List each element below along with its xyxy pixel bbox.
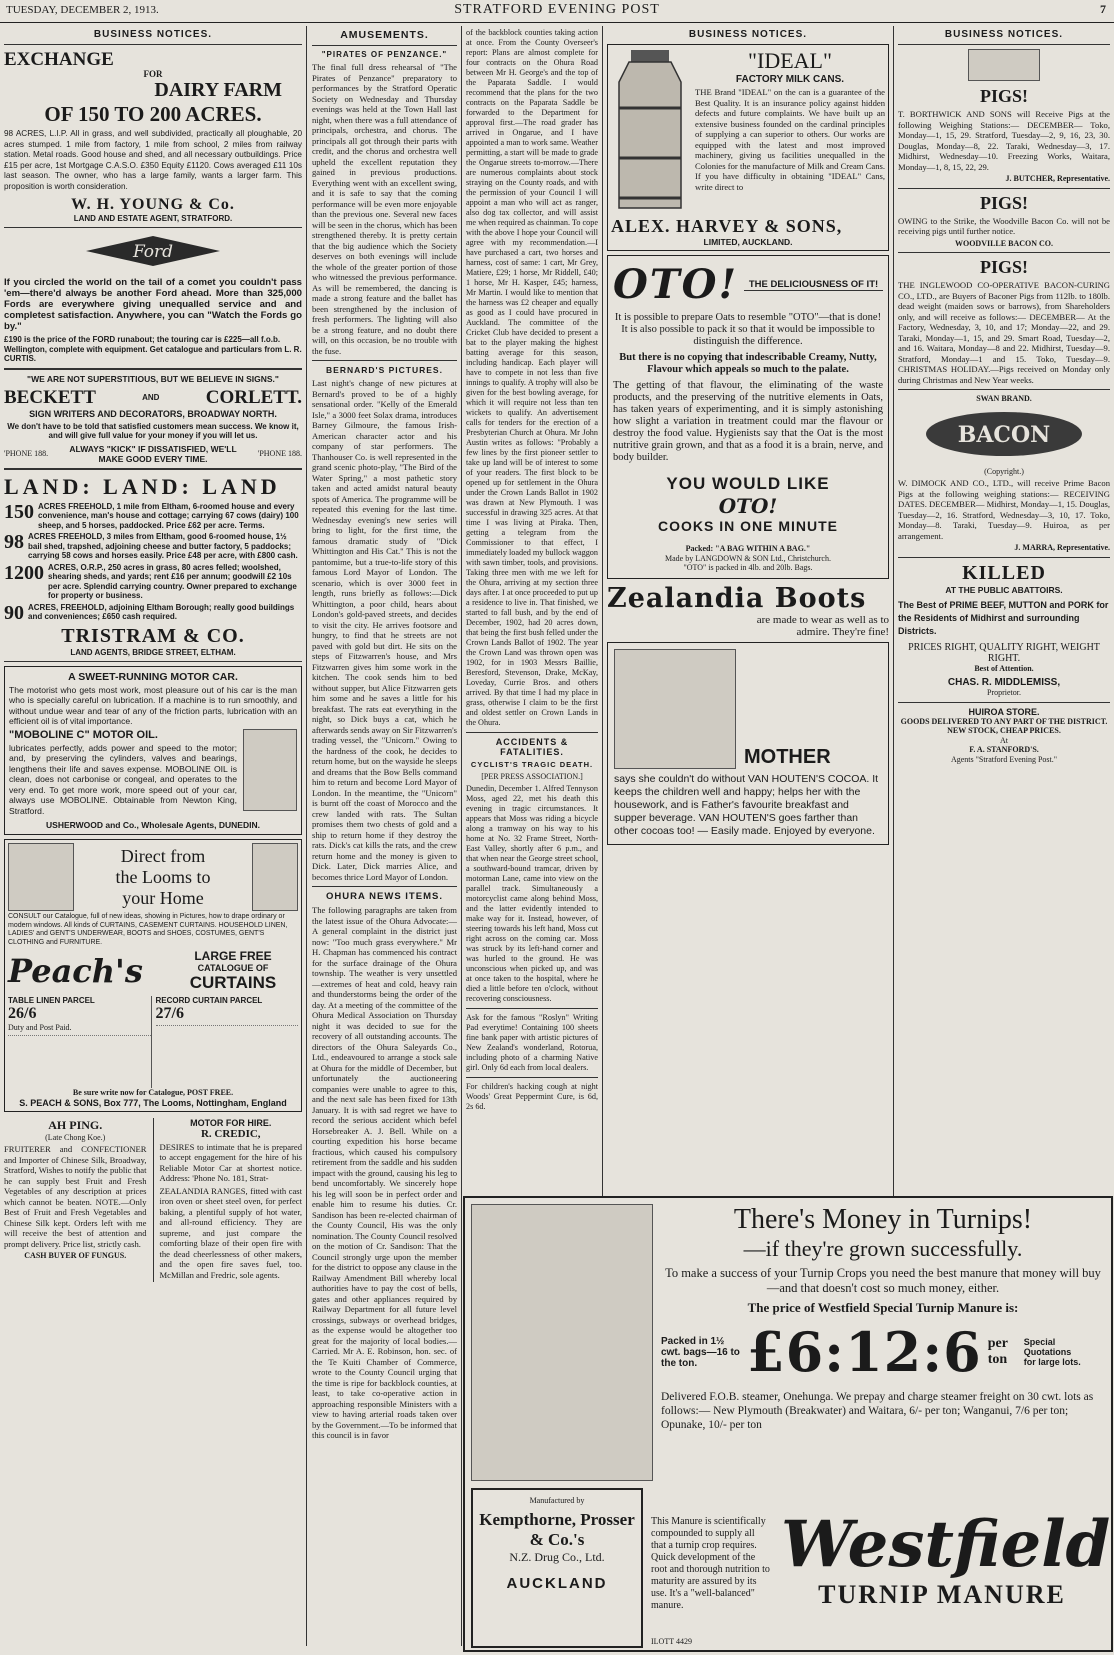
- land-listing-acres: 90: [4, 601, 24, 624]
- moboline-ad: A SWEET-RUNNING MOTOR CAR. The motorist who gets most work, most pleasure out of his car is the man who is specially careful on lubrication. If a machine is to run smoothly, and without undue wear and tear of any of the friction parts, lubrication with an efficient oil is of vital importance. "MOBOLINE C" MOTOR OIL. lubricates perfectly, adds power and speed to the motor; and, by preserving the cylinders, valves and bearings, lengthens their life and saves expense. MOBOLINE OIL is clean, does not carbonise or congeal, and operates to the very end. To get more work, more speed out of your car, always use MOBOLINE. Obtainable from Newton King, Stratford. USHERWOOD and Co., Wholesale Agents, DUNEDIN.: [4, 666, 302, 836]
- svg-text:BACON: BACON: [957, 421, 1051, 448]
- beckett-corlett-ad: "WE ARE NOT SUPERSTITIOUS, BUT WE BELIEVE IN SIGNS." BECKETT AND CORLETT. SIGN WRITERS AND DECORATORS, BROADWAY NORTH. We don't have to be told that satisfied customers mean success. We know it, and will give full value for your money if you will let us. 'PHONE 188. ALWAYS "KICK" IF DISSATISFIED, WE'LL MAKE GOOD EVERY TIME. 'PHONE 188.: [4, 373, 302, 464]
- farmers-with-turnip-illustration: [471, 1204, 653, 1481]
- acres-title: OF 150 TO 200 ACRES.: [44, 102, 262, 126]
- column-2: AMUSEMENTS. "PIRATES OF PENZANCE." The final full dress rehearsal of "The Pirates of Penzance" preparatory to performances by the Stratford Operatic Society on Wednesday and Thursday evenings was held at the Town Hall last night, when there was a full attendance of principals, orchestra, and chorus. The principals all got through their parts with credit, and the chorus and orchestra well upheld the excellent reputation they gained in previous productions. Everything went with an excellent swing, and it is safe to say that the coming performance will be even more enjoyable than the previous one. Several new faces will be seen in the chorus, which has been strengthened thereby. It is pretty certain that the big audience which the Society deserves on both evenings will include the whole of the greater portion of those who witnessed the previous performance. As will be remembered, the dancing is made a strong feature and the ballet has been strengthened by the inclusion of fresh performers. The lighting will also be a strong feature, and no doubt there will, on this occasion, be no trouble with the fuse. BERNARD'S PICTURES. Last night's change of new pictures at Bernard's proved to be of a highly sensational order. "Kelly of the Emerald Isle," a 3000 feet Solax drama, introduces Barney Gilmoure, the famous Irish-American character actor and his company of star performers. The Thanhouser Co. is well represented in the grand scenic photo-play, "The Bird of the Water Spring," a most pathetic story taken and acted amidst natural beauty spots of America. The programme will be repeated this evening for the last time. Wednesday evening's new series will bring to light, for the first time, the famous dramatic study of "Dick Whittington and His Cat." This is not the pantomime, but a true-to-life story of this famous Lord Mayor of London. The scenario, which is over 3000 feet in length, runs briefly as follows:—Dick Whittington, a poor child, hears about London's gold-paved streets, and decides to visit the city. He arrives footsore and hungry, to find that he streets are not paved with gold but dirt. He sits on the steps of Fitzwarren's house, and Mrs Fitzwarren gives him some work in the kitchen. The cook sends him to bed without supper, but Alice Fitzwarren gets him some and he saves a little for his breakfast. The rats eat everything in the night, so Dick buys a cat, which he afterwards sends away on Sir Fitzwarren's trading vessel, the "Unicorn." Owing to the hardness of the cook, he decides to return home, but on the wayside he sleeps and dreams that the Bow Bells command him to return and become Lord Mayor of London. In the meantime, the "Unicorn" is burnt off the coast of Morocco and the crew landed with rats. The Sultan promises them two chests of gold and a ship to return home if they destroy the rats. Dick's cat kills the rats, and the crew return home and the money is given to Dick. Later, Dick marries Alice, and becomes thrice Lord Mayor of London. OHURA NEWS ITEMS. The following paragraphs are taken from the latest issue of the Ohura Advocate:— A general complaint in the district just now: "Too much grass everywhere." Mr H. Chapman has commenced his contract for the surface drainage of the Ohura township. The weather is very unsettled—extremes of heat and cold, heavy rain and thunderstorms being the order of the day. At a meeting of the committee of the Ohura Medical Association on Thursday night it was decided to sue for the recovery of all outstanding accounts. The directors of the Ohura Saleyards Co., Ltd., endeavoured to arrange a stock sale at Ohura for the middle of December, but unfortunately the auctioneering companies were unable to agree to this, and the next sale has been fixed for 13th January. It is with sad regret we have to record the serious accident which befel Horsebreaker A. J. Bell. While on a courting expedition his horse became fractious, which caused his compulsory retirement from the saddle and his sudden impact with the ground, causing his leg to bend uncomfortably. We sincerely hope his leg will soon be in perfect order and enable him to resume his duties. Cr. Sandison has been re-elected chairman of the County Council, His was the only nomination. The County Council resolved on the motion of Cr. Sandison: That the Council strongly urge upon the member for the district to oppose any clause in the Railway Amendment Bill whereby local authorities have to pay the cost of bells, gates and other appliances required by Railway Department for all future level crossings, subways or overhead bridges, as the expense would be altogether too great for the majority of local bodies.—Carried. Mr A. E. Robinson, hon. sec. of the Te Kuiti Chamber of Commerce, wrote to the County Council urging that the time is ripe for backblock counties, at least, to take co-operative action in approaching responsible Ministers with a view to having arterial roads taken over by the Government.—To be informed that this council is in favor: [312, 29, 457, 1440]
- borthwick-pigs-ad: PIGS! T. BORTHWICK AND SONS will Receive Pigs at the following Weighing Stations:— DECEMBER— Toko, Monday—1, 15, 29. Stratford, Tuesday—2, 9, 16, 23, 30. Douglas, Monday—8, 22. Taraki, Wednesday—3, 17. Midhirst, Wednesday—10. Freezing Works, Waitara, Monday—1, 8, 15, 22, 29. J. BUTCHER, Representative.: [898, 49, 1110, 184]
- house-illustration: [8, 843, 74, 911]
- bernard-article: Last night's change of new pictures at Bernard's proved to be of a highly sensational order. "Kelly of the Emerald Isle," a 3000 feet Solax drama, introduces Barney Gilmoure, the famous Irish-American character actor and his company of star performers. The Thanhouser Co. is well represented in the grand scenic photo-play, "The Bird of the Water Spring," a most pathetic story taken and acted amidst natural beauty spots of America. The programme will be repeated this evening for the last time. Wednesday evening's new series will bring to light, for the first time, the famous dramatic study of "Dick Whittington and His Cat." This is not the pantomime, but a true-to-life story of this famous Lord Mayor of London. The scenario, which is over 3000 feet in length, runs briefly as follows:—Dick Whittington, a poor child, hears about London's gold-paved streets, and decides to visit the city. He arrives footsore and hungry, to find that he streets are not paved with gold but dirt. He sits on the steps of Fitzwarren's house, and Mrs Fitzwarren gives him some work in the kitchen. The cook sends him to bed without supper, but Alice Fitzwarren gets him some and he saves a little for his breakfast. The rats eat everything in the night, so Dick buys a cat, which he afterwards sends away on Sir Fitzwarren's trading vessel, the "Unicorn." Owing to the hardness of the cook, he decides to return home, but on the wayside he sleeps and dreams that the Bow Bells command him to return and become Lord Mayor of London. In the meantime, the "Unicorn" is burnt off the coast of Morocco and the crew landed with rats. The Sultan promises them two chests of gold and a ship to return home if they destroy the rats. Dick's cat kills the rats, and the crew return home and the money is given to Dick. Later, Dick marries Alice, and becomes thrice Lord Mayor of London.: [312, 378, 457, 882]
- abattoirs-ad: KILLED AT THE PUBLIC ABATTOIRS. The Best of PRIME BEEF, MUTTON and PORK for the Residents of Midhirst and surrounding Districts. PRICES RIGHT, QUALITY RIGHT, WEIGHT RIGHT. Best of Attention. CHAS. R. MIDDLEMISS, Proprietor.: [898, 561, 1109, 697]
- land-listing-acres: 98: [4, 531, 24, 553]
- land-listing-acres: 150: [4, 500, 34, 523]
- amusements-heading: AMUSEMENTS.: [340, 29, 429, 41]
- land-listing: [4, 502, 302, 531]
- westfield-turnip-ad: There's Money in Turnips! —if they're grown successfully. To make a success of your Turnip Crops you need the best manure that money will buy—and that doesn't cost so much money, either. The price of Westfield Special Turnip Manure is: Packed in 1½ cwt. bags—16 to the ton. £6:12:6 per ton Special Quotations for large lots. Delivered F.O.B. steamer, Onehunga. We prepay and charge steamer freight on 30 cwt. lots as follows:— New Plymouth (Breakwater) and Waitara, 6/- per ton; Wanganui, 7/6 per ton; Opunake, 10/- per ton Manufactured by Kempthorne, Prosser & Co.'s N.Z. Drug Co., Ltd. AUCKLAND This Manure is scientifically compounded to supply all that a turnip crop requires. Quick development of the root and thorough nutrition to maturity are assured by its use. It's a "well-balanced" manure. Westfield TURNIP MANURE ILOTT 4429: [463, 1196, 1113, 1652]
- motor-hire-ad: MOTOR FOR HIRE. R. CREDIC, DESIRES to intimate that he is prepared to accept engagement for the hire of his Reliable Motor Car at shortest notice. Address: 'Phone No. 181, Strat- ZEALANDIA RANGES, fitted with cast iron oven or sheet steel oven, for perfect baking, a plentiful supply of hot water, and all-round efficiency. They are supreme, and just compare the comforting blaze of their open fire with the dead cheerlessness of other makers, and the open fire saves fuel, too. McMillan and Fredric, sole agents.: [159, 1117, 302, 1280]
- ideal-milk-cans-ad: "IDEAL" FACTORY MILK CANS. THE Brand "IDEAL" on the can is a guarantee of the Best Quality. It is an insurance policy against hidden defects and future complaints. We have built up an extensive business founded on the cardinal principles of supplying a can superior to others. Our works are equipped with the latest and most improved machinery, giving us facilities unequalled in the Colonies for the manufacture of Milk and Cream Cans. If you have difficulty in obtaining "IDEAL" Cans, write direct to ALEX. HARVEY & SONS, LIMITED, AUCKLAND.: [607, 44, 889, 251]
- land-listing: [4, 532, 302, 561]
- ohura-article: The following paragraphs are taken from the latest issue of the Ohura Advocate:— A general complaint in the district just now: "Too much grass everywhere." Mr H. Chapman has commenced his contract for the surface drainage of the Ohura township. The weather is very unsettled—extremes of heat and cold, heavy rain and thunderstorms being the order of the day. At a meeting of the committee of the Ohura Medical Association on Thursday night it was decided to sue for the recovery of all outstanding accounts. The directors of the Ohura Saleyards Co., Ltd., endeavoured to arrange a stock sale at Ohura for the middle of December, but unfortunately the auctioneering companies were unable to agree to this, and the next sale has been fixed for 13th January. It is with sad regret we have to record the serious accident which befel Horsebreaker A. J. Bell. While on a courting expedition his horse became fractious, which caused his compulsory retirement from the saddle and his sudden impact with the ground, causing his leg to bend uncomfortably. We sincerely hope his leg will soon be in perfect order and enable him to resume his duties. Cr. Sandison has been re-elected chairman of the County Council, His was the only nomination. The County Council resolved on the motion of Cr. Sandison: That the Council strongly urge upon the member for the district to oppose any clause in the Railway Amendment Bill whereby local authorities have to pay the cost of bells, gates and other appliances required by Railway Department for all future level crossings, subways or overhead bridges, as the expense would be altogether too great for the majority of local bodies.—Carried. Mr A. E. Robinson, hon. sec. of the Te Kuiti Chamber of Commerce, wrote to the County Council urging that the time is ripe for backblock counties, at least, to take co-operative action in approaching responsible Ministers with a view to having arterial roads taken over by the Government.—To be informed that this council is in favor: [312, 905, 457, 1440]
- cough-notice: For children's hacking cough at night Woods' Great Peppermint Cure, is 6d, 2s 6d.: [466, 1081, 598, 1111]
- peach-curtains-ad: Direct from the Looms to your Home CONSULT our Catalogue, full of new ideas, showing in Pictures, how to drape ordinary or modern windows. All kinds of CURTAINS, CASEMENT CURTAINS. HOUSEHOLD LINEN, LADIES' and GENT'S UNDERWEAR, BOOTS and SHOES, COSTUMES, GENT'S CLOTHING and FURNITURE. Peach's LARGE FREE CATALOGUE OF CURTAINS TABLE LINEN PARCEL 26/6 Duty and Post Paid. RECORD CURTAIN PARCEL 27/6 Be sure write now for Catalogue, POST FREE. S. PEACH & SONS, Box 777, The Looms, Nottingham, England: [4, 839, 302, 1112]
- huiroa-store-ad: HUIROA STORE. GOODS DELIVERED TO ANY PART OF THE DISTRICT. NEW STOCK, CHEAP PRICES. At F. A. STANFORD'S. Agents "Stratford Evening Post.": [900, 706, 1108, 764]
- exchange-ad: EXCHANGE FOR DAIRY FARM OF 150 TO 200 ACRES. 98 ACRES, L.I.P. All in grass, and well subdivided, practically all ploughable, 20 acres stumped. 1 mile from factory, 1 mile from school, 2 miles from railway station. Metal roads. Good house and shed, and all necessary outbuildings. Price £15 per acre, 1st Mortgage C.A.S.O. £350 Equity £1120. Cows averaged £11 10s last season. The owner, who has a large family, wants a larger farm. This proposition is worth consideration. W. H. YOUNG & Co. LAND AND ESTATE AGENT, STRATFORD.: [4, 49, 302, 223]
- exchange-body: 98 ACRES, L.I.P. All in grass, and well subdivided, practically all ploughable, 20 acres stumped. 1 mile from factory, 1 mile from school, 2 miles from railway station. Metal roads. Good house and shed, and all necessary outbuildings. Price £15 per acre, 1st Mortgage C.A.S.O. £350 Equity £1120. Cows averaged £11 10s last season. The owner, who has a large family, wants a larger farm. This proposition is worth consideration.: [4, 129, 302, 191]
- land-listing-text: ACRES FREEHOLD, 1 mile from Eltham, 6-roomed house and every convenience, man's house and cottage; carrying 67 cows (dairy) 100 sheep, and 5 horses, paddocked. Price £62 per acre. Terms.: [38, 501, 299, 530]
- land-listing: [4, 563, 302, 601]
- roslyn-notice: Ask for the famous "Roslyn" Writing Pad everytime! Containing 100 sheets fine bank paper with artistic pictures of New Zealand's wonderland, Rotorua, including photo of a charming Native girl. Only 6d each from local dealers.: [466, 1012, 598, 1072]
- ah-ping-ad: AH PING. (Late Chong Koe.) FRUITERER and CONFECTIONER and Importer of Chinese Silk, Broadway, Stratford, Wishes to notify the public that he can supply best Fruit and Fresh Vegetables of any description at prices which cannot be beaten. NOTE.—Only Best of Fruit and Fresh Vegetables and Chinese Silk kept. Orders left with me will receive the best of attention and prompt delivery. Price list, strictly cash. CASH BUYER OF FUNGUS.: [4, 1117, 147, 1260]
- swan-pig-logo-icon: [909, 406, 1099, 460]
- turnip-price: £6:12:6: [747, 1320, 982, 1384]
- column-3: of the backblock counties taking action at once. From the County Overseer's report: Plans are almost complete for four contracts on the Ohura Road between Mr H. George's and the top of the Paparata Saddle. I would recommend that the plans for the two contracts on the Paparata Saddle be forwarded to the Department for approval first.—The road grader has arrived in Ongarue, and I have appointed a man to work same. Weather permitting, a start will be made to grade the Ongarue streets to-morrow.—There are numerous complaints about stock straying on the County roads, and with the permission of your Council I will appoint a man who will act as ranger, also dog tax collector, and will assist me when required as chainman. To cope with the above I hope your Council will agree with my recommendation.—I have purchased a cart, two horses and harness, cost of same: 1 cart, Mr Grey, Matiere, £29; 1 horse, Mr Riddell, £40; 1 horse, Mr H. Kasper, £45; harness, Mr Martin. I would like to mention that the harness was £2 cheaper and equally as good as I could have procured in Auckland. The committee of the Cricket Club have decided to present a bat to the player making the highest batting average for this season, including handicap. Each player will have to compete in not less than five innings to qualify. A trophy will also be given for the best bowling average, for which it will require not less than ten wickets to qualify. An advertisement calls for tenders for the erection of a Presbyterian Church at Ohura. Mr John Austin writes as follows: "Probably a few lines by the first pioneer settler to take up land will be of interest to some of your readers. The first block to be opened up for settlement in the Ohura under the Crown Lands Ballot in 1902 was drawn at New Plymouth. I was successful in drawing 325 acres. At that time I was living at Piraka. Then, getting a telegram from the Commissioner to that effect, I immediately loaded my bullock waggon with sawn timber, tools, and provisions. Taking three men with me we left for the Ohura, arriving at my section three days after. I at once proceeded to put up a residence to live in. That finished, we started to fall bush, and by the end of December, 1902, had 20 acres down, that being the first bush felled under the Crown Lands Ballot of 1902. The year the Crown Land was thrown open was 1902, for in 1903 Messrs Baillie, Beresford, Stevenson, Drake, McKay, Loveday, Currie Bros. and others arrived. By that time I had my place in grass, otherwise I claim to be the first and oldest settler on Crown Lands in the Ohura. ACCIDENTS & FATALITIES. CYCLIST'S TRAGIC DEATH. [PER PRESS ASSOCIATION.] Dunedin, December 1. Alfred Tennyson Moss, aged 22, met his death this evening in tragic circumstances. It appears that Moss was riding a bicycle along a tramway on his way to his home at No. 32 Frame Street, North-East Valley, shortly after 6 p.m., and that when near the George street school, a southward-bound tramcar, driven by motorman Lane, came into view on the parallel track. Simultaneously a motorcyclist came along behind Moss, and the latter evidently intended to make way for it. Instead, however, of steering towards his left hand, Moss cut right across on the coming car. Moss was struck by its left-hand corner and was hurled to the ground. He was unconscious when picked up, and was at once taken to the hospital, where he died a little before ten o'clock, without recovering consciousness. Ask for the famous "Roslyn" Writing Pad everytime! Containing 100 sheets fine bank paper with artistic pictures of New Zealand's wonderland, Rotorua, including photo of a charming Native girl. Only 6d each from local dealers. For children's hacking cough at night Woods' Great Peppermint Cure, is 6d, 2s 6d.: [466, 28, 598, 1111]
- dairy-farm-title: DAIRY FARM: [154, 79, 282, 101]
- oto-ad: OTO! THE DELICIOUSNESS OF IT! It is possible to prepare Oats to resemble "OTO"—that is done! It is also possible to pack it so that it would be impossible to distinguish the difference. But there is no copying that indescribable Creamy, Nutty, Flavour which appeals so much to the palate. The getting of that flavour, the eliminating of the waste products, and the preserving of the nutritive elements in Oats, has taken years of experimenting, and it is simply astonishing how slight a variation in treatment could mar the flavour or destroy the food value. Hygienists say that the Oat is the most nutritive grain grown, and that as a food it is a brain, nerve, and body builder. YOU WOULD LIKE OTO! COOKS IN ONE MINUTE Packed: "A BAG WITHIN A BAG." Made by LANGDOWN & SON Ltd., Christchurch. "OTO" is packed in 4lb. and 20lb. Bags.: [607, 255, 889, 579]
- land-listing-text: ACRES FREEHOLD, 3 miles from Eltham, good 6-roomed house, 1½ bail shed, trapshed, adjoining cheese and butter factory, 5 paddocks; carrying 58 cows and horses easily. Price £48 per acre, with £800 cash.: [28, 532, 298, 560]
- westfield-logo: Westfield: [781, 1507, 1111, 1582]
- newspaper-title: STRATFORD EVENING POST: [454, 2, 660, 17]
- section-heading: BUSINESS NOTICES.: [93, 29, 213, 40]
- milk-can-icon: [611, 48, 689, 216]
- ford-ad: [4, 232, 302, 364]
- issue-date: TUESDAY, DECEMBER 2, 1913.: [6, 4, 159, 16]
- ford-logo-icon: [78, 232, 228, 270]
- ohura-continued: of the backblock counties taking action at once. From the County Overseer's report: Plans are almost complete for four contracts on the Ohura Road between Mr H. George's and the top of the Paparata Saddle. I would recommend that the plans for the two contracts on the Paparata Saddle be forwarded to the Department for approval first.—The road grader has arrived in Ongarue, and I have appointed a man to work same. Weather permitting, a start will be made to grade the Ongarue streets to-morrow.—There are numerous complaints about stock straying on the County roads, and with the permission of your Council I will appoint a man who will act as ranger, also dog tax collector, and will assist me when required as chainman. To cope with the above I hope your Council will agree with my recommendation.—I have purchased a cart, two horses and harness, cost of same: 1 cart, Mr Grey, Matiere, £29; 1 horse, Mr Riddell, £40; 1 horse, Mr H. Kasper, £45; harness, Mr Martin. I would like to mention that the harness was £2 cheaper and equally as good as I could have procured in Auckland. The committee of the Cricket Club have decided to present a bat to the player making the highest batting average for this season, including handicap. Each player will have to compete in not less than five innings to qualify. A trophy will also be given for the best bowling average, for which it will require not less than ten wickets to qualify. An advertisement calls for tenders for the erection of a Presbyterian Church at Ohura. Mr John Austin writes as follows: "Probably a few lines by the first pioneer settler to take up land will be of interest to some of your readers. The first block to be opened up for settlement in the Ohura under the Crown Lands Ballot in 1902 was drawn at New Plymouth. I was successful in drawing 325 acres. At that time I was living at Piraka. Then, getting a telegram from the Commissioner to that effect, I immediately loaded my bullock waggon with sawn timber, tools, and provisions. Taking three men with me we left for the Ohura, arriving at my section three days after. I at once proceeded to put up a residence to live in. That finished, we started to fall bush, and by the end of December, 1902, had 20 acres down, that being the first bush felled under the Crown Lands Ballot of 1902. The year the Crown Land was thrown open was 1902, for in 1903 Messrs Baillie, Beresford, Stevenson, Drake, McKay, Loveday, Currie Bros. and others arrived. By that time I had my place in grass, otherwise I claim to be the first and oldest settler on Crown Lands in the Ohura.: [466, 28, 598, 727]
- inglewood-pigs-ad: PIGS! THE INGLEWOOD CO-OPERATIVE BACON-CURING CO., LTD., are Buyers of Baconer Pigs from 112lb. to 180lb. dead weight (maiden sows or barrows), from Shareholders only, and will receive as follows:— DECEMBER— At the Factory, Wednesday, 3, 10, and 17; Monday—22, and 29. Taraki, Monday—1, 15, and 29. Smart Road, Tuesday—2, and 16. Waitara, Monday—8 and 22. Midhirst, Tuesday—9. Stratford, Monday—1 and 15. Toko, Tuesday—9. CHRISTMAS HOLIDAY.—Pigs received on Monday only during Christmas and New Year weeks.: [898, 257, 1110, 385]
- porter-illustration: [252, 843, 298, 911]
- peach-logo: Peach's: [8, 952, 143, 990]
- van-houten-ad: MOTHER says she couldn't do without VAN HOUTEN'S COCOA. It keeps the children well and happy; helps her with the housework, and is Father's favourite breakfast and supper beverage. VAN HOUTEN'S goes farther than other cocoas too! — Easily made. Enjoyed by everyone.: [607, 642, 889, 845]
- oil-can-illustration: [243, 729, 297, 811]
- ford-price: £190 is the price of the FORD runabout; the touring car is £225—all f.o.b. Wellington, complete with equipment. Get catalogue and particulars from L. R. CURTIS.: [4, 335, 302, 363]
- land-listing-text: ACRES, O.R.P., 250 acres in grass, 80 acres felled; woolshed, shearing sheds, and yards; rent £16 per annum; goodwill £2 10s per acre. Splendid carrying country. Owner prepared to exchange for property or business.: [48, 562, 297, 600]
- tristram-land-ad: LAND: LAND: LAND 150 ACRES FREEHOLD, 1 mile from Eltham, 6-roomed house and every convenience, man's house and cottage; carrying 67 cows (dairy) 100 sheep, and 5 horses, paddocked. Price £62 per acre. Terms. 98 ACRES FREEHOLD, 3 miles from Eltham, good 6-roomed house, 1½ bail shed, trapshed, adjoining cheese and butter factory, 5 paddocks; carrying 58 cows and horses easily. Price £48 per acre, with £800 cash. 1200 ACRES, O.R.P., 250 acres in grass, 80 acres felled; woolshed, shearing sheds, and yards; rent £16 per annum; goodwill £2 10s per acre. Splendid carrying country. Owner prepared to exchange for property or business. 90 ACRES, FREEHOLD, adjoining Eltham Borough; really good buildings and conveniences; £650 cash required. TRISTRAM & CO. LAND AGENTS, BRIDGE STREET, ELTHAM.: [4, 474, 302, 657]
- pig-illustration: [968, 49, 1040, 81]
- masthead: [0, 0, 1114, 22]
- land-listing-acres: 1200: [4, 561, 44, 584]
- turnip-headline: There's Money in Turnips!: [733, 1204, 1033, 1235]
- woodville-pigs-ad: PIGS! OWING to the Strike, the Woodville Bacon Co. will not be receiving pigs until further notice. WOODVILLE BACON CO.: [898, 192, 1110, 248]
- oto-logo: OTO!: [613, 261, 739, 308]
- mother-portrait-illustration: [614, 649, 736, 769]
- land-listing: [4, 603, 302, 623]
- column-4: BUSINESS NOTICES. "IDEAL" FACTORY MILK CANS. THE Brand "IDEAL" on the can is a guarantee of the Best Quality. It is an insurance policy against hidden defects and future complaints. We have built up an extensive business founded on the cardinal principles of supplying a can superior to others. Our works are equipped with the latest and most improved machinery, giving us facilities unequalled in the Colonies for the manufacture of Milk and Cream Cans. If you have difficulty in obtaining "IDEAL" Cans, write direct to ALEX. HARVEY & SONS, LIMITED, AUCKLAND. OTO! THE DELICIOUSNESS OF IT! It is possible to prepare Oats to resemble "OTO"—that is done! It is also possible to pack it so that it would be impossible to distinguish the difference. But there is no copying that indescribable Creamy, Nutty, Flavour which appeals so much to the palate. The getting of that flavour, the eliminating of the waste products, and the preserving of the nutritive elements in Oats, has taken years of experimenting, and it is simply astonishing how slight a variation in treatment could mar the flavour or destroy the food value. Hygienists say that the Oat is the most nutritive grain grown, and that as a food it is a brain, nerve, and body builder. YOU WOULD LIKE OTO! COOKS IN ONE MINUTE Packed: "A BAG WITHIN A BAG." Made by LANGDOWN & SON Ltd., Christchurch. "OTO" is packed in 4lb. and 20lb. Bags. Zealandia Boots are made to wear as well as to admire. They're fine! MOTHER says she couldn't do without VAN HOUTEN'S COCOA. It keeps the children well and happy; helps her with the housework, and is Father's favourite breakfast and supper beverage. VAN HOUTEN'S goes farther than other cocoas too! — Easily made. Enjoyed by everyone.: [607, 26, 889, 1194]
- young-agent-name: W. H. YOUNG & Co.: [71, 196, 235, 213]
- page-number: 7: [1100, 2, 1106, 16]
- ford-body: If you circled the world on the tail of a comet you couldn't pass 'em—there'd always be another Ford ahead. More than 325,000 Fords are everywhere giving unequalled service and and completest satisfaction. Anywhere, you can "Watch the Fords go by.": [4, 277, 302, 332]
- exchange-title: EXCHANGE: [4, 49, 114, 70]
- ford-logo-text: Ford: [132, 242, 174, 262]
- cyclist-article: Dunedin, December 1. Alfred Tennyson Moss, aged 22, met his death this evening in tragic circumstances. It appears that Moss was riding a bicycle along a tramway on his way to his home at No. 32 Frame Street, North-East Valley, shortly after 6 p.m., and that when near the George street school, a southward-bound tramcar, driven by motorman Lane, came into view on the parallel track. Simultaneously a motorcyclist came along behind Moss, and the latter evidently intended to make way for it. Instead, however, of steering towards his left hand, Moss cut right across on the coming car. Moss was struck by its left-hand corner and was hurled to the ground. He was unconscious when picked up, and was at once taken to the hospital, where he died a little before ten o'clock, without recovering consciousness.: [466, 783, 598, 1003]
- column-5: BUSINESS NOTICES. PIGS! T. BORTHWICK AND SONS will Receive Pigs at the following Weighing Stations:— DECEMBER— Toko, Monday—1, 15, 29. Stratford, Tuesday—2, 9, 16, 23, 30. Douglas, Monday—8, 22. Taraki, Wednesday—3, 17. Midhirst, Wednesday—10. Freezing Works, Waitara, Monday—1, 8, 15, 22, 29. J. BUTCHER, Representative. PIGS! OWING to the Strike, the Woodville Bacon Co. will not be receiving pigs until further notice. WOODVILLE BACON CO. PIGS! THE INGLEWOOD CO-OPERATIVE BACON-CURING CO., LTD., are Buyers of Baconer Pigs from 112lb. to 180lb. dead weight (maiden sows or barrows), from Shareholders only, and will receive as follows:— DECEMBER— At the Factory, Wednesday, 3, 10, and 17; Monday—22, and 29. Taraki, Monday—1, 15, and 29. Smart Road, Tuesday—2, and 16. Waitara, Monday—8 and 22. Midhirst, Tuesday—9. Stratford, Monday—1 and 15. Toko, Tuesday—9. CHRISTMAS HOLIDAY.—Pigs received on Monday only during Christmas and New Year weeks. SWAN BRAND. BACON (Copyright.) W. DIMOCK AND CO., LTD., will receive Prime Bacon Pigs at the following weighing stations:— RECEIVING DATES. DECEMBER— Midhirst, Monday—1, 15. Douglas, Tuesday—2, 16. Stratford, Wednesday—3, 10, 17. Toko, Monday—8. Taraki, Tuesday—9. Huiroa, as per arrangement. J. MARRA, Representative. KILLED AT THE PUBLIC ABATTOIRS. The Best of PRIME BEEF, MUTTON and PORK for the Residents of Midhirst and surrounding Districts. PRICES RIGHT, QUALITY RIGHT, WEIGHT RIGHT. Best of Attention. CHAS. R. MIDDLEMISS, Proprietor. HUIROA STORE. GOODS DELIVERED TO ANY PART OF THE DISTRICT. NEW STOCK, CHEAP PRICES. At F. A. STANFORD'S. Agents "Stratford Evening Post.": [898, 29, 1110, 764]
- swan-brand-ad: SWAN BRAND. BACON (Copyright.) W. DIMOCK AND CO., LTD., will receive Prime Bacon Pigs at the following weighing stations:— RECEIVING DATES. DECEMBER— Midhirst, Monday—1, 15. Douglas, Tuesday—2, 16. Stratford, Wednesday—3, 10, 17. Toko, Monday—8. Taraki, Tuesday—9. Huiroa, as per arrangement. J. MARRA, Representative.: [898, 394, 1110, 552]
- land-listing-text: ACRES, FREEHOLD, adjoining Eltham Borough; really good buildings and conveniences; £650 cash required.: [28, 602, 295, 621]
- pirates-article: The final full dress rehearsal of "The Pirates of Penzance" preparatory to performances by the Stratford Operatic Society on Wednesday and Thursday evenings was held at the Town Hall last night, when there was a full attendance of principals, orchestra, and chorus. The principals all got through their parts with credit, and the chorus and orchestra well upheld the excellent reputation they gained in previous productions. Everything went with an excellent swing, and it is safe to say that the coming performance will be even more enjoyable than the previous one. Several new faces will be seen in the chorus, which has been strengthened thereby. It is pretty certain that the big audience which the Society deserves on both evenings will include the whole of the greater portion of those who witnessed the previous performance. As will be remembered, the dancing is made a strong feature and the ballet has been strengthened by the inclusion of fresh performers. The lighting will also be a strong feature, and no doubt there will, on this occasion, be no trouble with the fuse.: [312, 62, 457, 356]
- column-1: [4, 26, 302, 1651]
- zealandia-boots-ad: Zealandia Boots are made to wear as well as to admire. They're fine!: [607, 582, 889, 638]
